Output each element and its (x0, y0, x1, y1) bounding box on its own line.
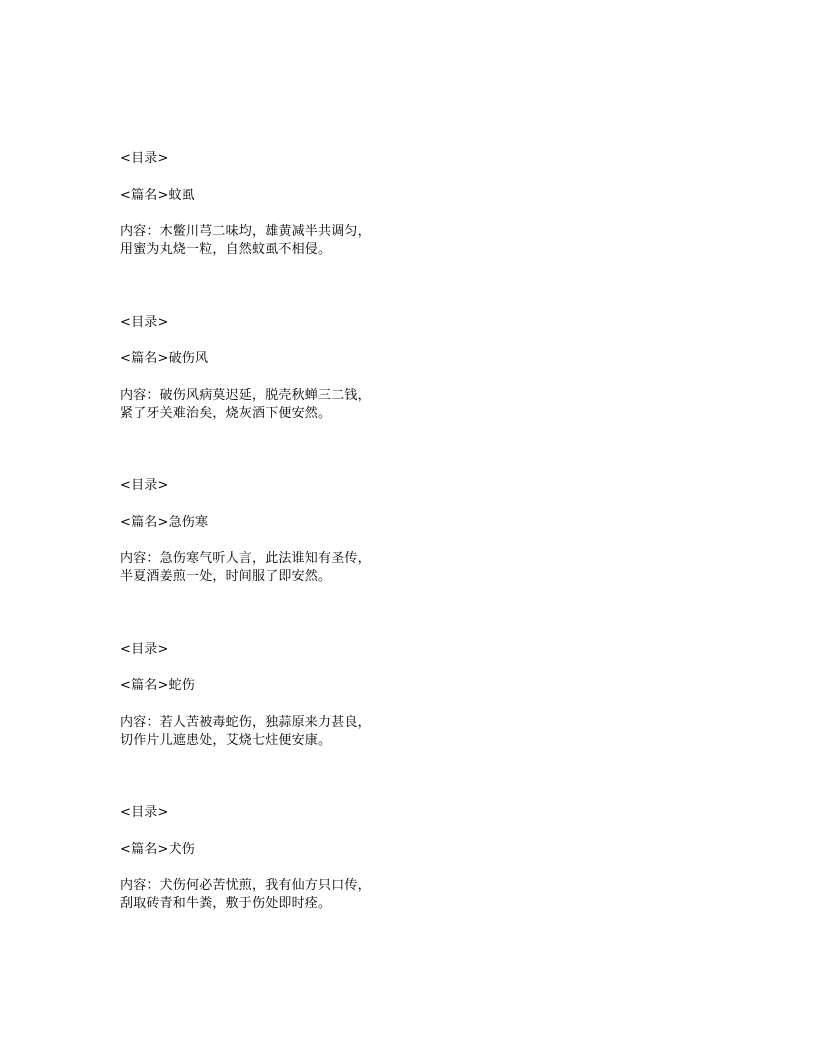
content-line: 刮取砖青和牛粪，敷于伤处即时痊。 (120, 896, 332, 911)
section-title: <篇名>蚊虱 (120, 188, 195, 203)
section-title: <篇名>急伤寒 (120, 515, 209, 530)
toc-marker: <目录> (120, 151, 169, 166)
section-title: <篇名>犬伤 (120, 842, 195, 857)
content-line: 半夏酒姜煎一处，时间服了即安然。 (120, 569, 332, 584)
content-line: 用蜜为丸烧一粒，自然蚊虱不相侵。 (120, 242, 332, 257)
section-title: <篇名>蛇伤 (120, 678, 195, 693)
content-line: 内容：若人苦被毒蛇伤，独蒜原来力甚良， (120, 715, 371, 730)
content-line: 内容：破伤风病莫迟延，脱壳秋蝉三二钱， (120, 388, 371, 403)
content-line: 紧了牙关难治矣，烧灰酒下便安然。 (120, 406, 332, 421)
section-title: <篇名>破伤风 (120, 351, 209, 366)
toc-marker: <目录> (120, 478, 169, 493)
toc-marker: <目录> (120, 805, 169, 820)
content-line: 内容：木鳖川芎二味均，雄黄减半共调匀， (120, 224, 371, 239)
content-line: 内容：急伤寒气听人言，此法谁知有圣传， (120, 551, 371, 566)
content-line: 内容：犬伤何必苦忧煎，我有仙方只口传， (120, 878, 371, 893)
toc-marker: <目录> (120, 642, 169, 657)
content-line: 切作片儿遮患处，艾烧七炷便安康。 (120, 733, 332, 748)
toc-marker: <目录> (120, 315, 169, 330)
